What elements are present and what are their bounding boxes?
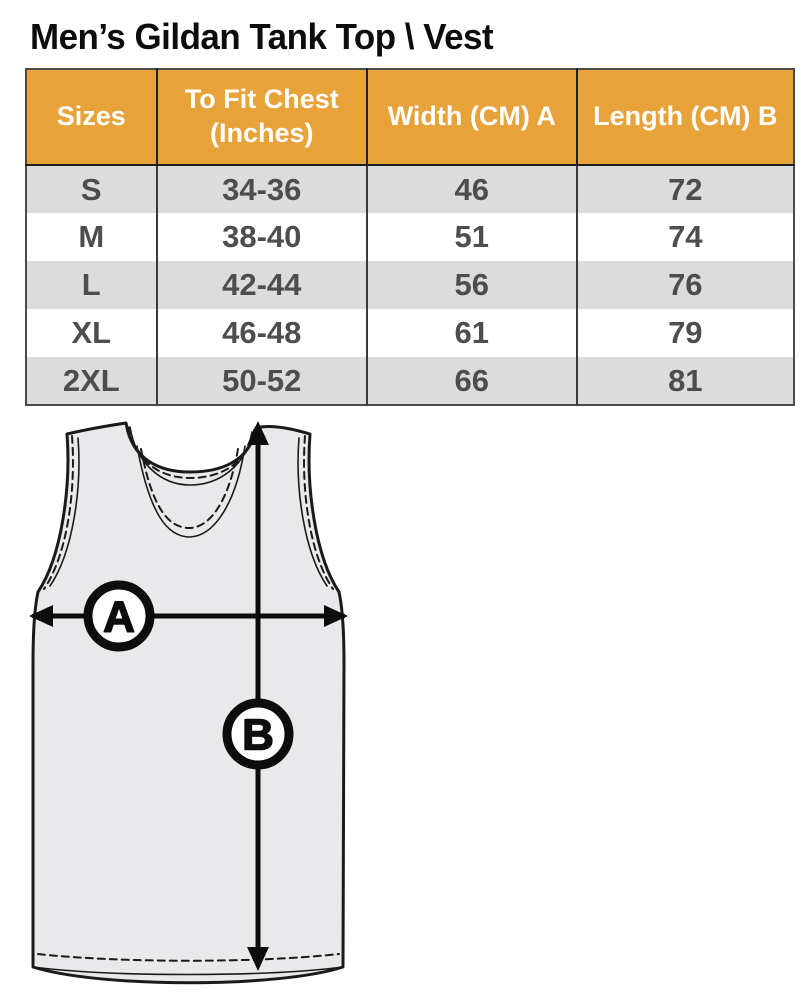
table-row [26,165,794,213]
length-cell: 81 [577,357,794,405]
tank-top-diagram [0,414,400,992]
chest-cell: 42-44 [157,261,367,309]
chest-cell: 34-36 [157,165,367,213]
width-label: A [103,592,135,642]
length-cell: 76 [577,261,794,309]
size-cell: M [78,219,105,254]
width-cell: 66 [367,357,577,405]
chest-cell: 50-52 [157,357,367,405]
measurement-diagram [0,414,812,997]
width-cell: 56 [367,261,577,309]
width-label-badge [88,585,150,647]
chest-cell: 38-40 [157,213,367,261]
table-row [26,261,794,309]
width-cell: 61 [367,309,577,357]
column-header-sizes: Sizes [26,69,157,165]
tank-top-outline [33,423,344,983]
size-chart-table [25,68,795,406]
width-cell: 46 [367,165,577,213]
length-cell: 72 [577,165,794,213]
size-cell: S [80,171,102,207]
header-row [26,69,794,165]
column-header-length: Length (CM) B [577,69,794,165]
page-title: Men’s Gildan Tank Top \ Vest [30,16,494,57]
length-label-badge [227,703,289,765]
length-cell: 74 [577,213,794,261]
column-header-chest: To Fit Chest (Inches) [157,69,367,165]
column-header-width: Width (CM) A [367,69,577,165]
table-row [26,309,794,357]
size-cell: L [81,267,101,302]
table-row [26,357,794,405]
length-label: B [242,710,274,760]
size-cell: 2XL [62,362,120,398]
chest-cell: 46-48 [157,309,367,357]
table-row [26,213,794,261]
length-cell: 79 [577,309,794,357]
size-cell: XL [71,315,112,350]
width-cell: 51 [367,213,577,261]
